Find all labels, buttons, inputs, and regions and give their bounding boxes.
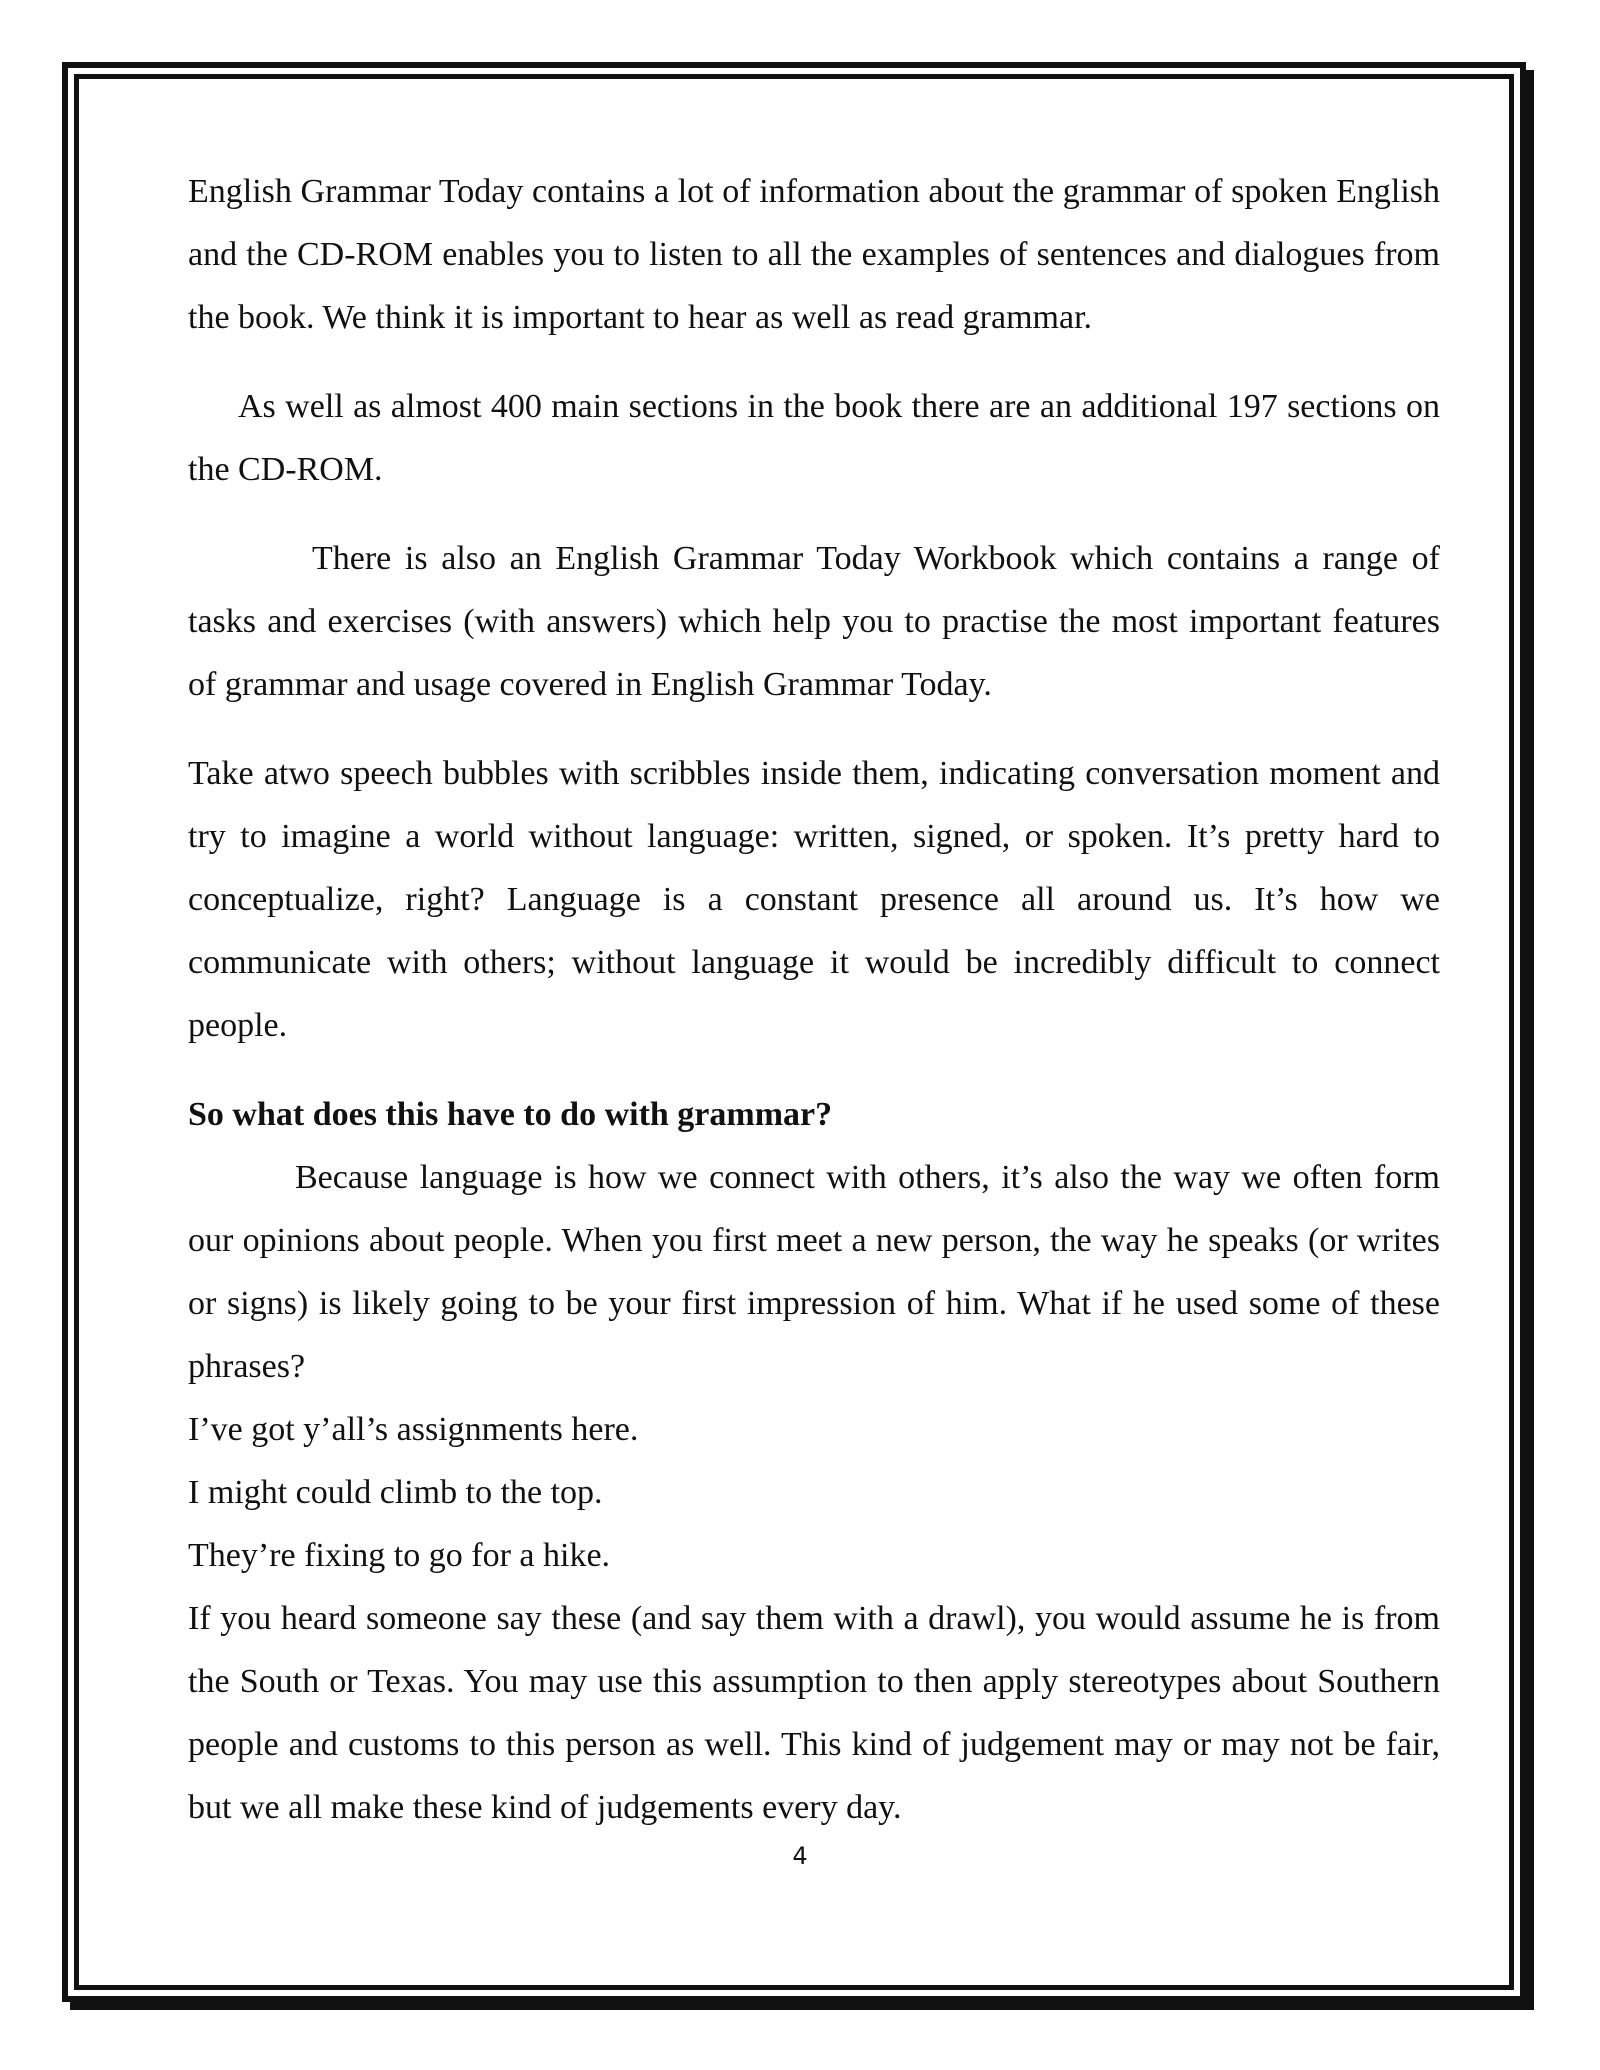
example-phrase: I might could climb to the top.	[188, 1474, 603, 1511]
paragraph-language-world: Take atwo speech bubbles with scribbles inside them, indicating conversation moment and try to imagine a world without language: written, signed, or spoken. It’s pretty hard to conceptualize, right? Language is a constant presence all around us. It’s how we communicate with others; without language it would be incredibly difficult to connect people.	[188, 755, 1440, 1044]
paragraph-first-impression: Because language is how we connect with others, it’s also the way we often form our opinions about people. When you first meet a new person, the way he speaks (or writes or signs) is likely going to be your first impression of him. What if he used some of these phrases?	[188, 1159, 1440, 1385]
paragraph-conclusion: If you heard someone say these (and say them with a drawl), you would assume he is from the South or Texas. You may use this assumption to then apply stereotypes about Southern people and customs to this person as well. This kind of judgement may or may not be fair, but we all make these kind of judgements every day.	[188, 1600, 1440, 1826]
paragraph-workbook: There is also an English Grammar Today Workbook which contains a range of tasks and exercises (with answers) which help you to practise the most important features of grammar and usage covered in English Grammar Today.	[188, 540, 1440, 703]
page-number: 4	[792, 1842, 808, 1870]
example-phrase: They’re fixing to go for a hike.	[188, 1537, 611, 1574]
paragraph-sections: As well as almost 400 main sections in the book there are an additional 197 sections on the CD-ROM.	[188, 388, 1440, 488]
example-phrase: I’ve got y’all’s assignments here.	[188, 1411, 639, 1448]
document-body	[188, 160, 1440, 1839]
paragraph-intro: English Grammar Today contains a lot of information about the grammar of spoken English and the CD-ROM enables you to listen to all the examples of sentences and dialogues from the book. We think it is important to hear as well as read grammar.	[188, 173, 1440, 336]
section-heading: So what does this have to do with grammar?	[188, 1096, 833, 1133]
